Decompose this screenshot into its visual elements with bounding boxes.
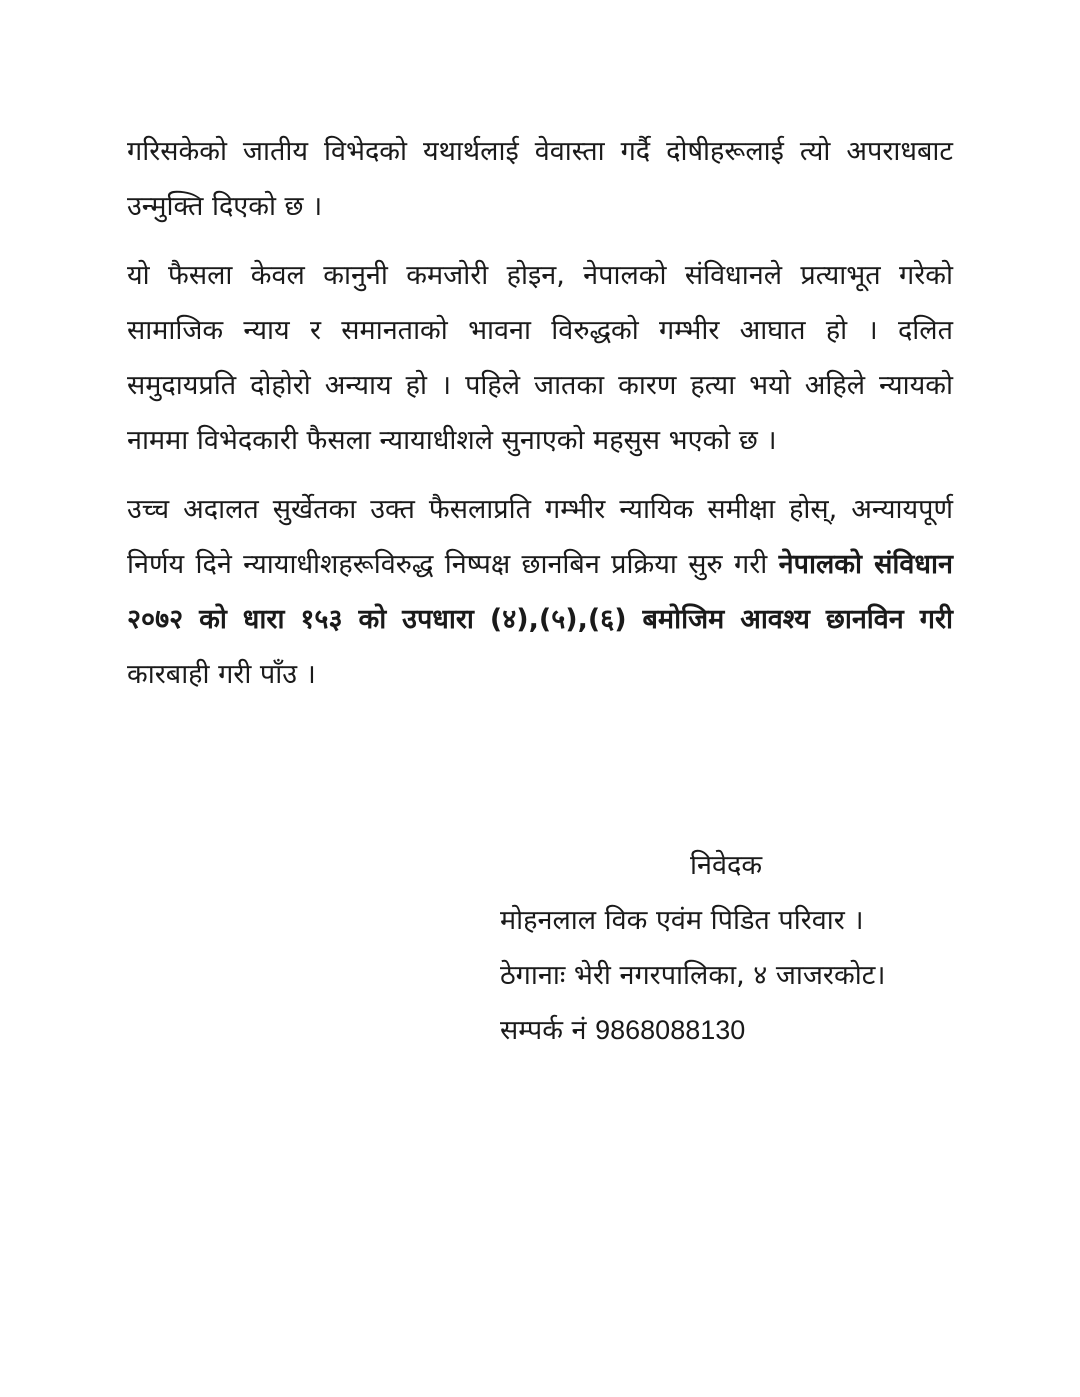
- paragraph-3-text-start: उच्च अदालत सुर्खेतका उक्त फैसलाप्रति गम्भीर न्यायिक समीक्षा होस्, अन्यायपूर्ण निर्णय दिने न्यायाधीशहरूविरुद्ध निष्पक्ष छानबिन प्रक्रिया सुरु गरी: [127, 494, 953, 580]
- contact-number: 9868088130: [595, 1015, 746, 1045]
- petitioner-contact: [500, 1003, 960, 1058]
- paragraph-2-text: यो फैसला केवल कानुनी कमजोरी होइन, नेपालको संविधानले प्रत्याभूत गरेको सामाजिक न्याय र समानताको भावना विरुद्धको गम्भीर आघात हो । दलित समुदायप्रति दोहोरो अन्याय हो । पहिले जातका कारण हत्या भयो अहिले न्यायको नाममा विभेदकारी फैसला न्यायाधीशले सुनाएको महसुस भएको छ ।: [127, 260, 953, 456]
- paragraph-3: [127, 482, 953, 702]
- petitioner-name: मोहनलाल विक एवंम पिडित परिवार ।: [500, 905, 864, 936]
- document-body: [127, 124, 953, 716]
- paragraph-2: [127, 248, 953, 468]
- petitioner-address: ठेगानाः भेरी नगरपालिका, ४ जाजरकोट।: [500, 960, 886, 991]
- paragraph-1: [127, 124, 953, 234]
- paragraph-3-legal-reference: नेपालको संविधान २०७२ को धारा १५३ को उपधारा (४),(५),(६) बमोजिम आवश्य छानविन गरी: [127, 549, 954, 635]
- paragraph-3-text-end: कारबाही गरी पाँउ ।: [127, 659, 316, 690]
- petitioner-title: निवेदक: [690, 850, 763, 881]
- signature-block: [500, 838, 960, 1058]
- paragraph-1-text: गरिसकेको जातीय विभेदको यथार्थलाई वेवास्ता गर्दै दोषीहरूलाई त्यो अपराधबाट उन्मुक्ति दिएको छ ।: [127, 136, 953, 222]
- contact-label: सम्पर्क नं: [500, 1015, 587, 1046]
